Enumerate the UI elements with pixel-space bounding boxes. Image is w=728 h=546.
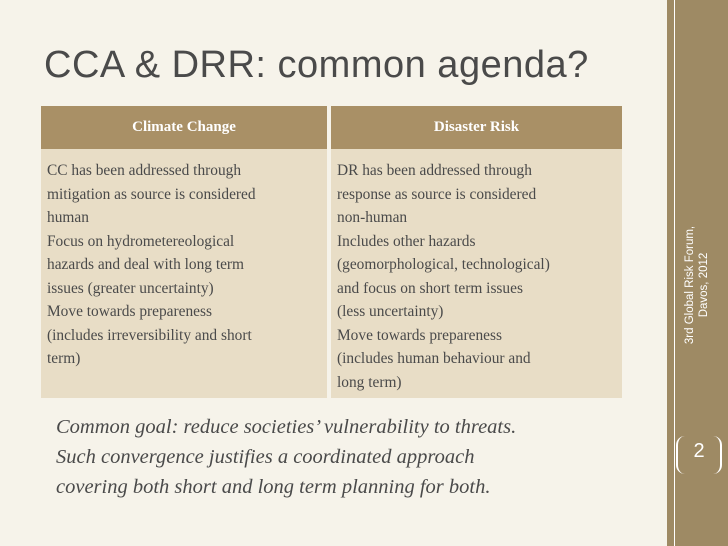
header-disaster-risk: Disaster Risk [329,106,622,149]
cell-line: (includes human behaviour and [337,350,531,367]
cell-line: (less uncertainty) [337,303,444,320]
page-number: 2 [693,440,705,462]
cell-line: issues (greater uncertainty) [47,279,214,297]
cell-line: term) [47,350,81,367]
cell-line: (geomorphological, technological) [337,256,550,273]
footer-caption [683,226,711,344]
footer-caption-line: 3rd Global Risk Forum, [684,225,696,345]
body-line: Common goal: reduce societies’ vulnerability to threats. [56,416,517,438]
header-climate-change: Climate Change [41,106,329,149]
cell-line: long term) [337,373,402,391]
cell-line: (includes irreversibility and short [47,326,252,344]
cell-line: Move towards prepareness [47,303,212,320]
cell-line: Focus on hydrometereological [47,232,235,250]
footer-caption-line: Davos, 2012 [698,252,710,318]
disaster-risk-cell [329,149,622,398]
slide-title: CCA & DRR: common agenda? [44,44,589,86]
table-header-row [41,106,622,149]
cell-line: human [47,209,89,226]
cell-line: DR has been addressed through [337,162,532,179]
body-line: covering both short and long term planning for both. [56,476,491,498]
body-line: Such convergence justifies a coordinated approach [56,446,475,468]
cell-line: response as source is considered [337,185,537,203]
body-text [56,412,516,502]
comparison-table [41,106,622,398]
cell-line: non-human [337,209,408,226]
cell-line: Move towards prepareness [337,326,502,344]
cell-line: hazards and deal with long term [47,256,245,273]
climate-change-cell [41,149,329,398]
table-row [41,149,622,398]
cell-line: CC has been addressed through [47,162,242,179]
cell-line: and focus on short term issues [337,279,523,297]
cell-line: mitigation as source is considered [47,185,256,203]
sidebar-divider [674,0,675,546]
cell-line: Includes other hazards [337,232,476,250]
